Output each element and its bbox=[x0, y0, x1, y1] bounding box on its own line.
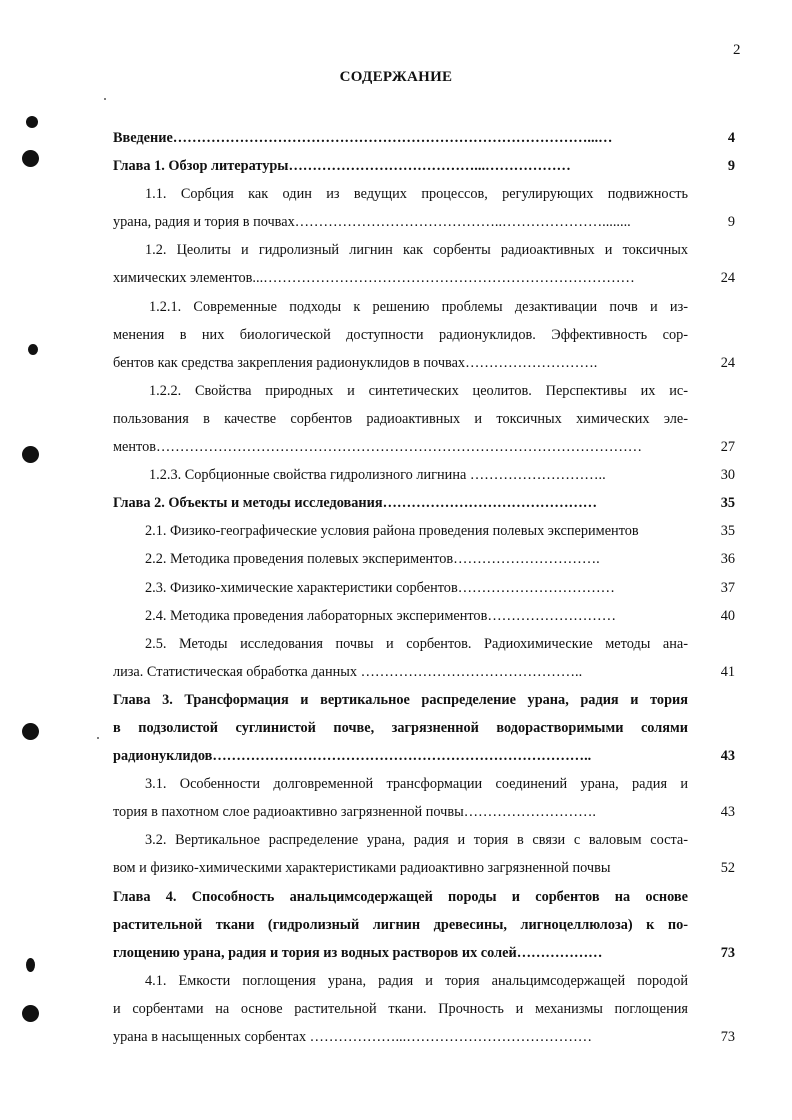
toc-entry-line: 3.1. Особенности долговременной трансформации соединений урана, радия и bbox=[145, 776, 688, 793]
toc-entry-line: 1.2.1. Современные подходы к решению проблемы дезактивации почв и из- bbox=[149, 298, 688, 315]
toc-entry bbox=[113, 602, 745, 630]
toc-entry-page: 43 bbox=[720, 748, 735, 765]
toc-entry bbox=[113, 489, 745, 517]
toc-entry-line: пользования в качестве сорбентов радиоактивных и токсичных химических эле- bbox=[113, 410, 688, 427]
toc-entry-page: 24 bbox=[720, 354, 735, 371]
toc-entry-page: 52 bbox=[720, 860, 735, 877]
toc-entry bbox=[113, 967, 745, 1051]
toc-entry-line: 2.3. Физико-химические характеристики сорбентов…………………………… bbox=[145, 579, 615, 596]
toc-entry-line: глощению урана, радия и тория из водных растворов их солей……………… bbox=[113, 944, 603, 961]
toc-entry-title bbox=[113, 180, 688, 236]
scan-smudge bbox=[26, 958, 35, 972]
toc-entry-line: лиза. Статистическая обработка данных ……………………………………….. bbox=[113, 663, 583, 680]
toc-entry-title bbox=[113, 377, 688, 461]
scan-smudge bbox=[28, 344, 38, 355]
toc-entry-line: 1.2.3. Сорбционные свойства гидролизного лигнина ……………………….. bbox=[149, 467, 606, 484]
page-title: СОДЕРЖАНИЕ bbox=[339, 69, 453, 85]
toc-entry-line: 4.1. Емкости поглощения урана, радия и тория анальцимсодержащей породой bbox=[145, 972, 688, 989]
toc-entry-line: вом и физико-химическими характеристиками радиоактивно загрязненной почвы bbox=[113, 860, 611, 877]
toc-entry-line: 2.2. Методика проведения полевых экспериментов…………………………. bbox=[145, 551, 600, 568]
toc-entry bbox=[113, 180, 745, 236]
toc-entry-title bbox=[113, 770, 688, 826]
toc-entry-page: 41 bbox=[720, 663, 735, 680]
toc-entry-title bbox=[113, 461, 688, 489]
toc-entry-line: 2.4. Методика проведения лабораторных экспериментов……………………… bbox=[145, 607, 617, 624]
toc-entry-line: в подзолистой суглинистой почве, загрязненной водорастворимыми солями bbox=[113, 719, 688, 736]
toc-entry-page: 24 bbox=[720, 270, 735, 287]
toc-entry-page: 73 bbox=[720, 1029, 735, 1045]
toc-entry-line: Введение……………………………………………………………………………...… bbox=[113, 130, 613, 146]
toc-entry-title bbox=[113, 517, 688, 545]
toc-entry bbox=[113, 630, 745, 686]
toc-entry-line: 3.2. Вертикальное распределение урана, радия и тория в связи с валовым соста- bbox=[145, 832, 688, 849]
binder-hole bbox=[22, 1005, 39, 1022]
toc-entry-line: тория в пахотном слое радиоактивно загрязненной почвы………………………. bbox=[113, 804, 596, 821]
toc-entry-line: растительной ткани (гидролизный лигнин древесины, лигноцеллюлоза) к по- bbox=[113, 916, 688, 933]
toc-entry-title bbox=[113, 545, 688, 573]
toc-entry-line: бентов как средства закрепления радионуклидов в почвах………………………. bbox=[113, 354, 598, 371]
toc-entry-page: 4 bbox=[727, 130, 735, 146]
toc-entry-title bbox=[113, 602, 688, 630]
page-number: 2 bbox=[733, 42, 741, 58]
toc-entry-page: 35 bbox=[720, 523, 735, 540]
toc-entry-line: ментов………………………………………………………………………………………… bbox=[113, 439, 643, 456]
toc-entry bbox=[113, 152, 745, 180]
toc-entry bbox=[113, 124, 745, 152]
toc-entry-line: урана, радия и тория в почвах……………………………………..…………………........ bbox=[113, 214, 631, 231]
toc-entry-page: 73 bbox=[720, 944, 735, 961]
toc-entry-line: Глава 3. Трансформация и вертикальное распределение урана, радия и тория bbox=[113, 691, 688, 708]
toc-entry bbox=[113, 461, 745, 489]
toc-entry-line: урана в насыщенных сорбентах ………………...………………………………… bbox=[113, 1029, 593, 1045]
toc-entry-page: 35 bbox=[720, 495, 735, 512]
toc-entry-line: 1.1. Сорбция как один из ведущих процессов, регулирующих подвижность bbox=[145, 186, 688, 203]
toc-entry-title bbox=[113, 152, 688, 180]
toc-entry bbox=[113, 545, 745, 573]
scan-smudge bbox=[26, 116, 38, 128]
toc-entry-title bbox=[113, 883, 688, 967]
toc-entry-line: Глава 2. Объекты и методы исследования……………………………………… bbox=[113, 495, 598, 512]
toc-entry bbox=[113, 826, 745, 882]
toc-entry bbox=[113, 883, 745, 967]
toc-entry-page: 37 bbox=[720, 579, 735, 596]
toc-entry-page: 40 bbox=[720, 607, 735, 624]
scan-speck bbox=[97, 737, 99, 739]
toc-entry bbox=[113, 517, 745, 545]
toc-entry bbox=[113, 377, 745, 461]
toc-entry-title bbox=[113, 574, 688, 602]
toc-entry bbox=[113, 293, 745, 377]
toc-entry-title bbox=[113, 236, 688, 292]
binder-hole bbox=[22, 446, 39, 463]
toc-entry bbox=[113, 686, 745, 770]
toc-entry-line: 1.2.2. Свойства природных и синтетических цеолитов. Перспективы их ис- bbox=[149, 382, 688, 399]
toc-entry-line: и сорбентами на основе растительной ткани. Прочность и механизмы поглощения bbox=[113, 1000, 688, 1017]
toc-entry-line: радионуклидов…………………………………………………………………….. bbox=[113, 748, 592, 765]
table-of-contents bbox=[113, 124, 745, 1051]
toc-entry-page: 30 bbox=[720, 467, 735, 484]
toc-entry-page: 36 bbox=[720, 551, 735, 568]
toc-entry bbox=[113, 236, 745, 292]
binder-hole bbox=[22, 723, 39, 740]
toc-entry-page: 9 bbox=[727, 158, 735, 175]
toc-entry-title bbox=[113, 967, 688, 1051]
toc-entry-page: 43 bbox=[720, 804, 735, 821]
toc-entry-line: химических элементов...…………………………………………………………………… bbox=[113, 270, 635, 287]
toc-entry-title bbox=[113, 826, 688, 882]
toc-entry bbox=[113, 574, 745, 602]
toc-entry-title bbox=[113, 293, 688, 377]
toc-entry-page: 27 bbox=[720, 439, 735, 456]
toc-entry-line: 1.2. Цеолиты и гидролизный лигнин как сорбенты радиоактивных и токсичных bbox=[145, 242, 688, 259]
scan-speck bbox=[104, 98, 106, 100]
toc-entry-line: Глава 1. Обзор литературы…………………………………...……………… bbox=[113, 158, 571, 175]
toc-entry-page: 9 bbox=[727, 214, 735, 231]
toc-entry-title bbox=[113, 124, 688, 152]
toc-entry-line: менения в них биологической доступности радионуклидов. Эффективность сор- bbox=[113, 326, 688, 343]
toc-entry-title bbox=[113, 630, 688, 686]
binder-hole bbox=[22, 150, 39, 167]
toc-entry-title bbox=[113, 489, 688, 517]
toc-entry bbox=[113, 770, 745, 826]
toc-entry-line: Глава 4. Способность анальцимсодержащей породы и сорбентов на основе bbox=[113, 888, 688, 905]
toc-entry-line: 2.5. Методы исследования почвы и сорбентов. Радиохимические методы ана- bbox=[145, 635, 688, 652]
toc-entry-title bbox=[113, 686, 688, 770]
toc-entry-line: 2.1. Физико-географические условия района проведения полевых экспериментов bbox=[145, 523, 639, 540]
